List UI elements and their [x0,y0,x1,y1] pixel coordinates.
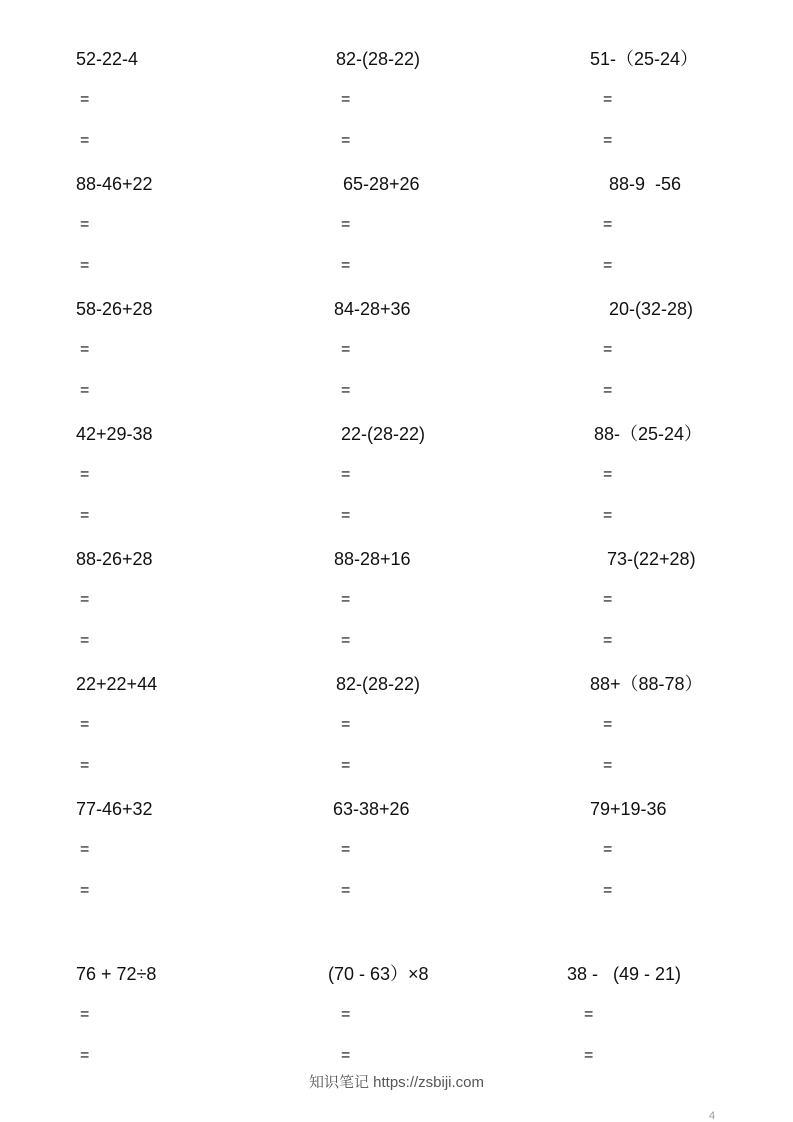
problem-expression: 51-（25-24） [590,49,699,69]
equals-line-2: = [80,507,90,524]
equals-line-1: = [80,91,90,108]
equals-line-2: = [603,632,613,649]
problem-expression: 84-28+36 [334,299,411,319]
problem-expression: 77-46+32 [76,799,153,819]
problem-expression: 38 - (49 - 21) [567,964,682,984]
equals-line-1: = [341,841,351,858]
equals-line-1: = [80,341,90,358]
equals-line-2: = [603,507,613,524]
equals-line-2: = [80,882,90,899]
equals-line-2: = [80,1047,90,1064]
problem-expression: 22+22+44 [76,674,158,694]
problem-expression: 58-26+28 [76,299,153,319]
equals-line-1: = [584,1006,594,1023]
problem-expression: 88-9 -56 [609,174,682,194]
equals-line-2: = [341,1047,351,1064]
equals-line-1: = [603,466,613,483]
equals-line-2: = [341,632,351,649]
equals-line-2: = [603,132,613,149]
equals-line-1: = [80,716,90,733]
equals-line-1: = [603,716,613,733]
equals-line-2: = [80,632,90,649]
equals-line-1: = [603,341,613,358]
problem-expression: 88-（25-24） [594,424,703,444]
problem-expression: 88-26+28 [76,549,153,569]
problem-expression: 79+19-36 [590,799,667,819]
problem-expression: 82-(28-22) [336,49,421,69]
problem-expression: 52-22-4 [76,49,139,69]
equals-line-2: = [341,882,351,899]
equals-line-2: = [80,132,90,149]
equals-line-1: = [603,91,613,108]
equals-line-1: = [80,841,90,858]
problem-expression: 42+29-38 [76,424,153,444]
equals-line-2: = [80,757,90,774]
problem-expression: 22-(28-22) [341,424,426,444]
equals-line-2: = [341,507,351,524]
equals-line-1: = [341,591,351,608]
equals-line-2: = [603,257,613,274]
equals-line-1: = [341,216,351,233]
problem-expression: 65-28+26 [343,174,420,194]
footer-watermark: 知识笔记 https://zsbiji.com [308,1074,485,1091]
problem-expression: (70 - 63）×8 [328,964,429,984]
problem-expression: 88+（88-78） [590,674,703,694]
equals-line-2: = [584,1047,594,1064]
problem-expression: 63-38+26 [333,799,410,819]
equals-line-1: = [603,591,613,608]
equals-line-1: = [341,1006,351,1023]
problem-expression: 73-(22+28) [607,549,696,569]
equals-line-1: = [341,341,351,358]
equals-line-1: = [341,466,351,483]
equals-line-2: = [603,382,613,399]
equals-line-1: = [80,591,90,608]
equals-line-1: = [80,1006,90,1023]
problem-expression: 88-28+16 [334,549,411,569]
equals-line-2: = [80,257,90,274]
equals-line-1: = [603,841,613,858]
equals-line-1: = [80,216,90,233]
equals-line-2: = [341,382,351,399]
equals-line-2: = [341,257,351,274]
problem-expression: 76 + 72÷8 [76,964,157,984]
equals-line-2: = [341,757,351,774]
page-number: 4 [709,1110,716,1122]
problem-expression: 88-46+22 [76,174,153,194]
equals-line-1: = [603,216,613,233]
equals-line-1: = [341,91,351,108]
problem-expression: 82-(28-22) [336,674,421,694]
equals-line-2: = [603,757,613,774]
equals-line-1: = [80,466,90,483]
problem-expression: 20-(32-28) [609,299,694,319]
equals-line-2: = [603,882,613,899]
equals-line-2: = [341,132,351,149]
equals-line-1: = [341,716,351,733]
equals-line-2: = [80,382,90,399]
